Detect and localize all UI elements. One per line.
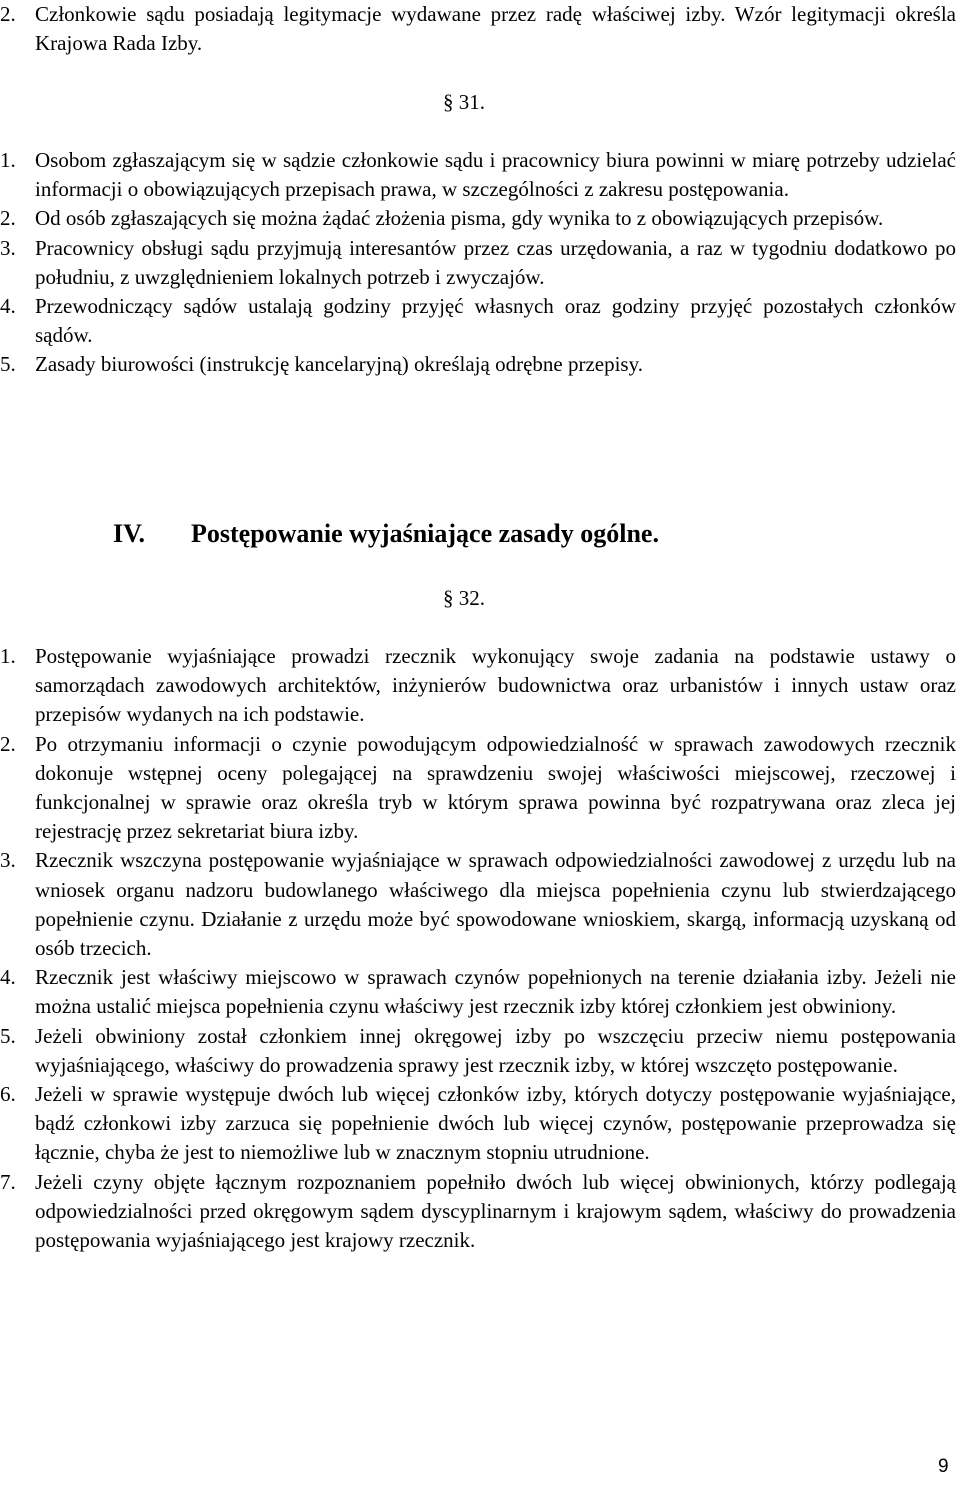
item-text: Przewodniczący sądów ustalają godziny przyjęć własnych oraz godziny przyjęć pozostałych członków sądów. bbox=[35, 294, 956, 348]
list-item bbox=[0, 1022, 956, 1080]
item-number: 4. bbox=[0, 294, 16, 319]
item-text: Członkowie sądu posiadają legitymacje wydawane przez radę właściwej izby. Wzór legitymacji określa Krajowa Rada Izby. bbox=[35, 2, 956, 56]
item-text: Jeżeli czyny objęte łącznym rozpoznaniem popełniło dwóch lub więcej obwinionych, którzy podlegają odpowiedzialności przed okręgowym sądem dyscyplinarnym i krajowym sądem, właściwy do prowadzenia postępowania wyjaśniającego jest krajowy rzecznik. bbox=[35, 1169, 956, 1253]
item-number: 5. bbox=[0, 1023, 16, 1048]
list-item bbox=[0, 350, 956, 379]
page-number: 9 bbox=[938, 1456, 949, 1477]
item-number: 3. bbox=[0, 848, 16, 873]
item-number: 7. bbox=[0, 1169, 16, 1194]
chapter-number: IV. bbox=[113, 519, 146, 548]
list-item bbox=[0, 1080, 956, 1168]
item-number: 1. bbox=[0, 148, 16, 172]
section-31-mark: § 31. bbox=[443, 90, 485, 114]
list-item bbox=[0, 146, 956, 204]
item-number: 4. bbox=[0, 965, 16, 990]
list-item bbox=[0, 292, 956, 350]
list-item bbox=[0, 234, 956, 292]
top-list bbox=[0, 0, 956, 58]
item-text: Rzecznik wszczyna postępowanie wyjaśniające w sprawach odpowiedzialności zawodowej z urzędu lub na wniosek organu nadzoru budowlanego właściwego dla miejsca popełnienia czynu lub stwierdzającego popełnienie czynu. Działanie z urzędu może być spowodowane wnioskiem, skargą, informacją uzyskaną od osób trzecich. bbox=[35, 848, 956, 961]
list-item bbox=[0, 1168, 956, 1256]
item-text: Rzecznik jest właściwy miejscowo w sprawach czynów popełnionych na terenie działania izby. Jeżeli nie można ustalić miejsca popełnienia czynu właściwy jest rzecznik izby której członkiem jest obwiniony. bbox=[35, 965, 956, 1019]
list-item bbox=[0, 204, 956, 233]
list-item bbox=[0, 963, 956, 1021]
list-item bbox=[0, 642, 956, 730]
section-31-list bbox=[0, 146, 956, 380]
item-number: 6. bbox=[0, 1082, 16, 1107]
section-32-list bbox=[0, 642, 956, 1255]
item-text: Osobom zgłaszającym się w sądzie członkowie sądu i pracownicy biura powinni w miarę potrzeby udzielać informacji o obowiązujących przepisach prawa, w szczególności z zakresu postępowania. bbox=[35, 148, 956, 202]
item-number: 1. bbox=[0, 644, 16, 668]
chapter-title: Postępowanie wyjaśniające zasady ogólne. bbox=[191, 519, 659, 548]
section-32-mark: § 32. bbox=[443, 586, 485, 610]
item-text: Od osób zgłaszających się można żądać złożenia pisma, gdy wynika to z obowiązujących przepisów. bbox=[35, 206, 884, 231]
item-text: Jeżeli w sprawie występuje dwóch lub więcej członków izby, których dotyczy postępowanie wyjaśniające, bądź członkowi izby zarzuca się popełnienie dwóch lub więcej czynów, postępowanie przeprowadza się łącznie, chyba że jest to niemożliwe lub w znacznym stopniu utrudnione. bbox=[35, 1082, 956, 1165]
list-item bbox=[0, 0, 956, 58]
item-text: Po otrzymaniu informacji o czynie powodującym odpowiedzialność w sprawach zawodowych rzecznik dokonuje wstępnej oceny polegającej na sprawdzeniu swojej właściwości miejscowej, rzeczowej i funkcjonalnej w sprawie oraz określa tryb w którym sprawa powinna być rozpatrywana oraz zleca jej rejestrację przez sekretariat biura izby. bbox=[35, 731, 956, 844]
item-number: 2. bbox=[0, 731, 16, 756]
item-text: Postępowanie wyjaśniające prowadzi rzecznik wykonujący swoje zadania na podstawie ustawy o samorządach zawodowych architektów, inżynierów budownictwa oraz urbanistów i innych ustaw oraz przepisów wydanych na ich podstawie. bbox=[35, 644, 956, 727]
chapter-heading bbox=[0, 516, 960, 556]
item-text: Pracownicy obsługi sądu przyjmują interesantów przez czas urzędowania, a raz w tygodniu dodatkowo po południu, z uwzględnieniem lokalnych potrzeb i zwyczajów. bbox=[35, 235, 956, 289]
item-number: 2. bbox=[0, 2, 16, 26]
item-number: 2. bbox=[0, 206, 16, 231]
list-item bbox=[0, 730, 956, 847]
item-number: 5. bbox=[0, 352, 16, 377]
item-number: 3. bbox=[0, 235, 16, 260]
item-text: Jeżeli obwiniony został członkiem innej okręgowej izby po wszczęciu przeciw niemu postępowania wyjaśniającego, właściwy do prowadzenia sprawy jest rzecznik izby, w której wszczęto postępowanie. bbox=[35, 1023, 956, 1077]
list-item bbox=[0, 846, 956, 963]
item-text: Zasady biurowości (instrukcję kancelaryjną) określają odrębne przepisy. bbox=[35, 352, 643, 377]
